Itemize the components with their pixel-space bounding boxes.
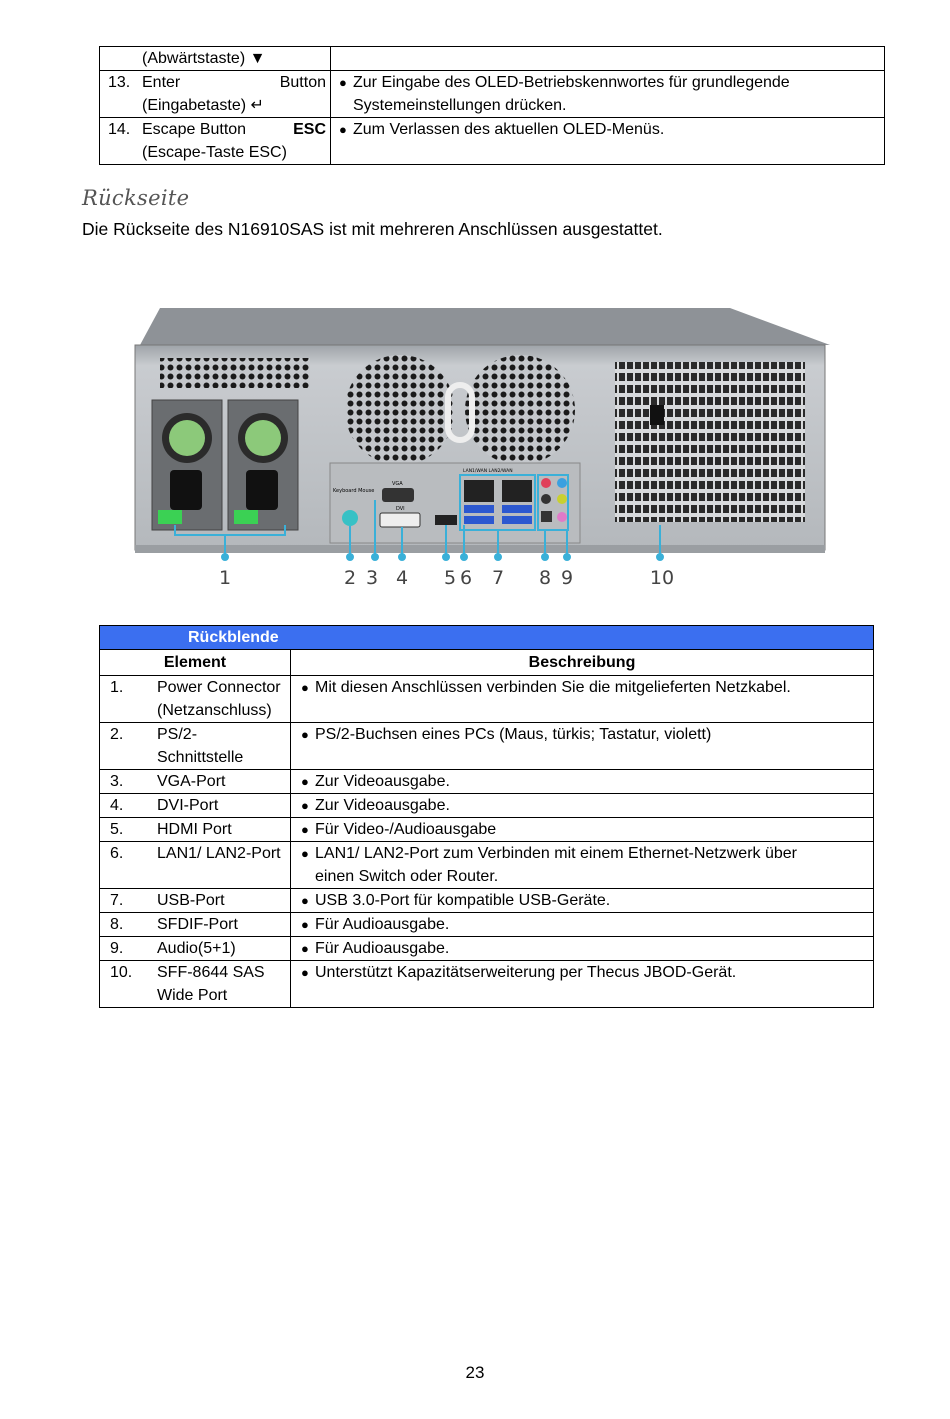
element-name: USB-Port	[157, 892, 225, 909]
intro-text: Die Rückseite des N16910SAS ist mit mehreren Anschlüssen ausgestattet.	[82, 219, 663, 239]
key-table-continuation	[99, 46, 885, 165]
lan1-port-icon	[464, 480, 494, 502]
desc-line: Zur Eingabe des OLED-Betriebskennwortes für grundlegende	[353, 74, 790, 91]
row-number: 9.	[100, 937, 158, 961]
table-row	[100, 937, 874, 961]
dvi-port-icon	[380, 513, 420, 527]
spdif-port-icon	[541, 511, 552, 522]
description-cell	[291, 723, 874, 770]
bullet-icon: ●	[301, 941, 309, 956]
description-cell	[291, 961, 874, 1008]
element-name: SFF-8644 SAS	[157, 964, 265, 981]
desc-line: USB 3.0-Port für kompatible USB-Geräte.	[315, 892, 611, 909]
bullet-icon: ●	[301, 893, 309, 908]
callout-9: 9	[560, 567, 574, 589]
element-cell	[157, 818, 291, 842]
bullet-icon: ●	[301, 965, 309, 980]
table-row	[100, 71, 885, 118]
row-number: 2.	[100, 723, 158, 770]
bullet-icon: ●	[301, 680, 309, 695]
table-row	[100, 47, 885, 71]
row-number: 3.	[100, 770, 158, 794]
element-name: (Abwärtstaste) ▼	[142, 50, 266, 67]
hdmi-port-icon	[435, 515, 457, 525]
element-cell	[157, 676, 291, 723]
element-cell	[157, 842, 291, 889]
element-name: Audio(5+1)	[157, 940, 236, 957]
description-cell	[291, 913, 874, 937]
table-row	[100, 118, 885, 165]
row-number: 14.	[108, 121, 131, 138]
row-number: 4.	[100, 794, 158, 818]
desc-line: Mit diesen Anschlüssen verbinden Sie die mitgelieferten Netzkabel.	[315, 679, 791, 696]
row-number: 6.	[100, 842, 158, 889]
description-cell	[291, 794, 874, 818]
element-name-line2: (Eingabetaste) ↵	[142, 97, 264, 114]
dvi-label: DVI	[396, 506, 405, 512]
desc-line: einen Switch oder Router.	[315, 868, 499, 885]
bullet-icon: ●	[301, 917, 309, 932]
element-cell	[157, 961, 291, 1008]
desc-line: LAN1/ LAN2-Port zum Verbinden mit einem Ethernet-Netzwerk über	[315, 845, 797, 862]
page-number: 23	[465, 1363, 485, 1382]
row-number: 7.	[100, 889, 158, 913]
row-number: 1.	[100, 676, 158, 723]
desc-line: Zur Videoausgabe.	[315, 773, 450, 790]
table-title: Rückblende	[100, 626, 874, 650]
desc-line: Unterstützt Kapazitätserweiterung per Thecus JBOD-Gerät.	[315, 964, 737, 981]
element-name: Escape Button	[142, 121, 247, 138]
power-supply-2	[228, 400, 298, 530]
header-element: Element	[100, 650, 291, 676]
row-number	[108, 47, 142, 70]
bullet-icon: ●	[301, 727, 309, 742]
desc-line: Für Video-/Audioausgabe	[315, 821, 497, 838]
vga-label: VGA	[392, 481, 403, 487]
table-row	[100, 770, 874, 794]
header-description: Beschreibung	[291, 650, 874, 676]
lan-label: LAN1/WAN LAN2/WAN	[463, 469, 513, 474]
callout-3: 3	[365, 567, 379, 589]
desc-line: Systemeinstellungen drücken.	[353, 97, 567, 114]
table-row	[100, 818, 874, 842]
callout-5: 5	[443, 567, 457, 589]
element-name-line2: Wide Port	[157, 987, 228, 1004]
desc-line: Für Audioausgabe.	[315, 916, 450, 933]
row-number: 5.	[100, 818, 158, 842]
description-cell	[291, 842, 874, 889]
table-row	[100, 889, 874, 913]
callout-2: 2	[343, 567, 357, 589]
bullet-icon: ●	[301, 846, 309, 861]
callout-7: 7	[491, 567, 505, 589]
element-name: Power Connector	[157, 679, 281, 696]
bullet-icon: ●	[339, 75, 347, 90]
element-name: PS/2-	[157, 726, 198, 743]
bullet-icon: ●	[301, 798, 309, 813]
description-cell	[291, 676, 874, 723]
callout-6: 6	[459, 567, 473, 589]
element-cell	[157, 770, 291, 794]
ps2-label: Keyboard Mouse	[333, 488, 375, 494]
bullet-icon: ●	[301, 822, 309, 837]
table-row	[100, 723, 874, 770]
callout-10: 10	[649, 567, 675, 589]
element-name-right: Button	[279, 74, 326, 91]
element-name-right: ESC	[293, 121, 326, 138]
element-name-line2: (Netzanschluss)	[157, 702, 272, 719]
element-name: SFDIF-Port	[157, 916, 238, 933]
lan2-port-icon	[502, 480, 532, 502]
element-name: VGA-Port	[157, 773, 226, 790]
rear-panel-image	[130, 300, 830, 600]
element-name: LAN1/ LAN2-Port	[157, 845, 281, 862]
element-name: Enter	[142, 74, 181, 91]
desc-line: PS/2-Buchsen eines PCs (Maus, türkis; Tastatur, violett)	[315, 726, 712, 743]
section-heading: Rückseite	[82, 186, 190, 210]
description-cell	[291, 818, 874, 842]
desc-line: Zur Videoausgabe.	[315, 797, 450, 814]
element-name: DVI-Port	[157, 797, 219, 814]
callout-1: 1	[218, 567, 232, 589]
element-name-line2: (Escape-Taste ESC)	[142, 144, 287, 161]
description-cell	[291, 770, 874, 794]
desc-line: Für Audioausgabe.	[315, 940, 450, 957]
row-number: 13.	[108, 74, 131, 91]
element-cell	[100, 47, 331, 71]
bullet-icon: ●	[301, 774, 309, 789]
callout-8: 8	[538, 567, 552, 589]
element-cell	[100, 71, 331, 118]
element-cell	[157, 794, 291, 818]
row-number: 8.	[100, 913, 158, 937]
description-cell	[331, 118, 885, 165]
table-row	[100, 961, 874, 1008]
vga-port-icon	[382, 488, 414, 502]
table-row	[100, 794, 874, 818]
desc-line: Zum Verlassen des aktuellen OLED-Menüs.	[353, 121, 665, 138]
callout-4: 4	[395, 567, 409, 589]
table-row	[100, 913, 874, 937]
description-cell	[291, 889, 874, 913]
power-supply-1	[152, 400, 222, 530]
element-cell	[157, 913, 291, 937]
row-number: 10.	[100, 961, 158, 1008]
table-row	[100, 842, 874, 889]
table-row	[100, 676, 874, 723]
description-cell	[331, 71, 885, 118]
description-cell	[331, 47, 885, 71]
element-cell	[157, 937, 291, 961]
ps2-port-icon	[342, 510, 358, 526]
element-cell	[100, 118, 331, 165]
element-cell	[157, 889, 291, 913]
element-name-line2: Schnittstelle	[157, 749, 244, 766]
description-cell	[291, 937, 874, 961]
element-name: HDMI Port	[157, 821, 232, 838]
rear-panel-table	[99, 625, 874, 1008]
element-cell	[157, 723, 291, 770]
bullet-icon: ●	[339, 122, 347, 137]
